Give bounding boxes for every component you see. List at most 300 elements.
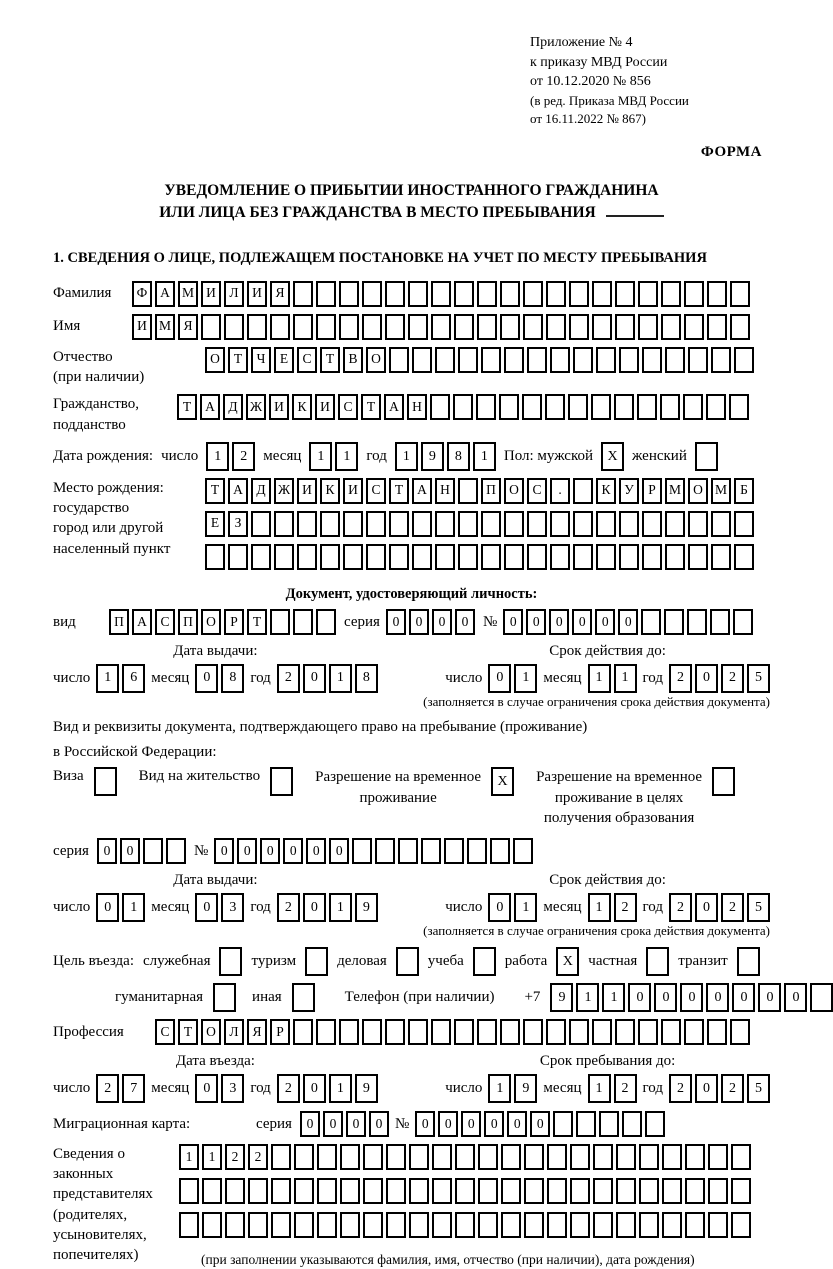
cell[interactable]: 0 <box>455 609 475 635</box>
cell[interactable]: 2 <box>277 664 300 693</box>
cell[interactable] <box>730 281 750 307</box>
cell[interactable] <box>523 314 543 340</box>
cell[interactable] <box>576 1111 596 1137</box>
cell[interactable] <box>730 1019 750 1045</box>
cell[interactable]: П <box>481 478 501 504</box>
cell[interactable]: 0 <box>784 983 807 1012</box>
cell[interactable] <box>478 1144 498 1170</box>
cell[interactable]: 2 <box>277 893 300 922</box>
cell[interactable]: П <box>178 609 198 635</box>
cell[interactable]: 2 <box>721 664 744 693</box>
cell[interactable] <box>316 281 336 307</box>
cell[interactable]: 0 <box>680 983 703 1012</box>
cell[interactable]: С <box>527 478 547 504</box>
cell[interactable]: О <box>366 347 386 373</box>
cell[interactable]: М <box>155 314 175 340</box>
cell[interactable]: 0 <box>732 983 755 1012</box>
cell[interactable] <box>591 394 611 420</box>
cell[interactable]: 1 <box>588 1074 611 1103</box>
cell[interactable]: 1 <box>473 442 496 471</box>
cell[interactable]: Ф <box>132 281 152 307</box>
cell[interactable] <box>710 609 730 635</box>
cell[interactable] <box>569 314 589 340</box>
cell[interactable] <box>477 1019 497 1045</box>
cell[interactable]: И <box>269 394 289 420</box>
cell[interactable]: 2 <box>669 664 692 693</box>
cell[interactable]: 0 <box>628 983 651 1012</box>
cell[interactable] <box>294 1212 314 1238</box>
cell[interactable]: 2 <box>277 1074 300 1103</box>
cell[interactable]: 2 <box>96 1074 119 1103</box>
cell[interactable]: А <box>155 281 175 307</box>
cell[interactable]: Ч <box>251 347 271 373</box>
cell[interactable]: 0 <box>415 1111 435 1137</box>
cell[interactable] <box>389 544 409 570</box>
cell[interactable]: И <box>201 281 221 307</box>
cell[interactable] <box>317 1144 337 1170</box>
cell[interactable] <box>547 1212 567 1238</box>
cell[interactable] <box>430 394 450 420</box>
cell[interactable] <box>639 1178 659 1204</box>
cell[interactable] <box>271 1178 291 1204</box>
cell[interactable] <box>545 394 565 420</box>
cell[interactable] <box>684 314 704 340</box>
cell[interactable]: 2 <box>248 1144 268 1170</box>
cell[interactable] <box>599 1111 619 1137</box>
cell[interactable] <box>685 1212 705 1238</box>
cell[interactable] <box>396 947 419 976</box>
cell[interactable] <box>444 838 464 864</box>
cell[interactable] <box>340 1212 360 1238</box>
title-blank-underline[interactable] <box>606 203 664 217</box>
cell[interactable]: 8 <box>447 442 470 471</box>
cell[interactable]: А <box>132 609 152 635</box>
cell[interactable]: 1 <box>614 664 637 693</box>
cell[interactable] <box>481 511 501 537</box>
cell[interactable]: 0 <box>214 838 234 864</box>
cell[interactable] <box>639 1212 659 1238</box>
cell[interactable] <box>297 511 317 537</box>
cell[interactable] <box>596 511 616 537</box>
cell[interactable] <box>320 544 340 570</box>
cell[interactable] <box>665 544 685 570</box>
cell[interactable] <box>477 281 497 307</box>
cell[interactable] <box>523 1019 543 1045</box>
cell[interactable] <box>435 544 455 570</box>
cell[interactable] <box>615 314 635 340</box>
cell[interactable] <box>202 1212 222 1238</box>
cell[interactable] <box>614 394 634 420</box>
cell[interactable] <box>662 1178 682 1204</box>
cell[interactable] <box>619 347 639 373</box>
cell[interactable] <box>317 1212 337 1238</box>
cell[interactable] <box>616 1178 636 1204</box>
cell[interactable] <box>664 609 684 635</box>
cell[interactable]: Ж <box>246 394 266 420</box>
cell[interactable] <box>478 1178 498 1204</box>
cell[interactable] <box>504 347 524 373</box>
cell[interactable]: 0 <box>503 609 523 635</box>
cell[interactable]: А <box>412 478 432 504</box>
cell[interactable]: 1 <box>602 983 625 1012</box>
cell[interactable] <box>573 511 593 537</box>
cell[interactable] <box>340 1144 360 1170</box>
cell[interactable] <box>386 1178 406 1204</box>
cell[interactable]: 0 <box>706 983 729 1012</box>
cell[interactable] <box>294 1144 314 1170</box>
cell[interactable] <box>454 281 474 307</box>
cell[interactable]: 1 <box>395 442 418 471</box>
cell[interactable]: 2 <box>721 1074 744 1103</box>
cell[interactable]: 0 <box>654 983 677 1012</box>
cell[interactable] <box>573 544 593 570</box>
cell[interactable]: Р <box>642 478 662 504</box>
cell[interactable] <box>201 314 221 340</box>
cell[interactable] <box>615 281 635 307</box>
cell[interactable] <box>661 314 681 340</box>
cell[interactable] <box>523 281 543 307</box>
cell[interactable] <box>316 1019 336 1045</box>
cell[interactable] <box>734 544 754 570</box>
cell[interactable] <box>573 478 593 504</box>
cell[interactable] <box>294 1178 314 1204</box>
cell[interactable] <box>490 838 510 864</box>
cell[interactable]: 0 <box>438 1111 458 1137</box>
cell[interactable] <box>707 281 727 307</box>
cell[interactable] <box>166 838 186 864</box>
cell[interactable]: М <box>665 478 685 504</box>
cell[interactable] <box>363 1212 383 1238</box>
cell[interactable]: 0 <box>530 1111 550 1137</box>
cell[interactable] <box>455 1144 475 1170</box>
cell[interactable] <box>501 1144 521 1170</box>
cell[interactable] <box>568 394 588 420</box>
cell[interactable]: 1 <box>514 664 537 693</box>
cell[interactable]: И <box>132 314 152 340</box>
cell[interactable]: В <box>343 347 363 373</box>
cell[interactable] <box>432 1212 452 1238</box>
cell[interactable] <box>642 347 662 373</box>
cell[interactable] <box>642 511 662 537</box>
cell[interactable]: 1 <box>329 893 352 922</box>
cell[interactable]: 5 <box>747 664 770 693</box>
cell[interactable]: 1 <box>488 1074 511 1103</box>
cell[interactable] <box>219 947 242 976</box>
cell[interactable] <box>478 1212 498 1238</box>
cell[interactable] <box>639 1144 659 1170</box>
cell[interactable] <box>213 983 236 1012</box>
cell[interactable] <box>569 1019 589 1045</box>
cell[interactable] <box>501 1178 521 1204</box>
cell[interactable] <box>458 347 478 373</box>
cell[interactable]: 3 <box>221 1074 244 1103</box>
cell[interactable]: К <box>292 394 312 420</box>
cell[interactable]: 0 <box>303 664 326 693</box>
cell[interactable]: 1 <box>514 893 537 922</box>
cell[interactable]: 1 <box>202 1144 222 1170</box>
cell[interactable] <box>665 347 685 373</box>
cell[interactable] <box>432 1178 452 1204</box>
cell[interactable]: Т <box>361 394 381 420</box>
cell[interactable] <box>271 1212 291 1238</box>
cell[interactable] <box>362 314 382 340</box>
cell[interactable]: Т <box>247 609 267 635</box>
cell[interactable] <box>362 1019 382 1045</box>
cell[interactable] <box>339 281 359 307</box>
cell[interactable] <box>616 1212 636 1238</box>
cell[interactable] <box>293 314 313 340</box>
cell[interactable]: Т <box>177 394 197 420</box>
cell[interactable] <box>316 609 336 635</box>
cell[interactable] <box>179 1178 199 1204</box>
cell[interactable]: 1 <box>588 893 611 922</box>
cell[interactable] <box>596 544 616 570</box>
cell[interactable] <box>662 1144 682 1170</box>
cell[interactable]: 0 <box>237 838 257 864</box>
cell[interactable]: 0 <box>329 838 349 864</box>
cell[interactable]: 0 <box>618 609 638 635</box>
cell[interactable]: 0 <box>595 609 615 635</box>
cell[interactable] <box>317 1178 337 1204</box>
cell[interactable] <box>661 1019 681 1045</box>
cell[interactable]: 8 <box>355 664 378 693</box>
cell[interactable]: . <box>550 478 570 504</box>
cell[interactable] <box>412 544 432 570</box>
cell[interactable] <box>366 511 386 537</box>
cell[interactable] <box>570 1212 590 1238</box>
cell[interactable] <box>455 1178 475 1204</box>
cell[interactable] <box>481 544 501 570</box>
cell[interactable] <box>685 1144 705 1170</box>
cell[interactable]: Р <box>270 1019 290 1045</box>
cell[interactable]: Н <box>407 394 427 420</box>
cell[interactable] <box>569 281 589 307</box>
cell[interactable] <box>501 1212 521 1238</box>
cell[interactable] <box>454 314 474 340</box>
cell[interactable] <box>593 1178 613 1204</box>
cell[interactable] <box>527 544 547 570</box>
cell[interactable] <box>362 281 382 307</box>
cell[interactable] <box>409 1144 429 1170</box>
cell[interactable] <box>685 1178 705 1204</box>
cell[interactable] <box>408 281 428 307</box>
cell[interactable]: 0 <box>526 609 546 635</box>
cell[interactable] <box>458 478 478 504</box>
cell[interactable] <box>547 1178 567 1204</box>
cell[interactable] <box>731 1178 751 1204</box>
cell[interactable]: 0 <box>572 609 592 635</box>
cell[interactable]: 0 <box>386 609 406 635</box>
cell[interactable] <box>205 544 225 570</box>
cell[interactable] <box>408 314 428 340</box>
cell[interactable]: А <box>200 394 220 420</box>
cell[interactable] <box>662 1212 682 1238</box>
cell[interactable] <box>409 1212 429 1238</box>
cell[interactable]: О <box>504 478 524 504</box>
cell[interactable] <box>619 544 639 570</box>
cell[interactable]: 0 <box>260 838 280 864</box>
cell[interactable] <box>339 314 359 340</box>
cell[interactable]: Т <box>389 478 409 504</box>
cell[interactable]: 0 <box>303 1074 326 1103</box>
cell[interactable] <box>473 947 496 976</box>
cell[interactable] <box>477 314 497 340</box>
cell[interactable] <box>500 281 520 307</box>
cell[interactable]: 0 <box>695 1074 718 1103</box>
cell[interactable] <box>660 394 680 420</box>
cell[interactable]: Д <box>251 478 271 504</box>
cell[interactable]: Т <box>205 478 225 504</box>
cell[interactable] <box>225 1178 245 1204</box>
cell[interactable] <box>616 1144 636 1170</box>
cell[interactable]: А <box>228 478 248 504</box>
cell[interactable] <box>143 838 163 864</box>
cell[interactable] <box>641 609 661 635</box>
cell[interactable]: 0 <box>120 838 140 864</box>
cell[interactable]: 0 <box>346 1111 366 1137</box>
cell[interactable]: Е <box>205 511 225 537</box>
cell[interactable] <box>642 544 662 570</box>
cell[interactable]: 0 <box>323 1111 343 1137</box>
cell[interactable] <box>270 609 290 635</box>
cell[interactable]: Ж <box>274 478 294 504</box>
cell[interactable] <box>431 1019 451 1045</box>
cell[interactable] <box>810 983 833 1012</box>
cell[interactable]: И <box>315 394 335 420</box>
cell[interactable] <box>432 1144 452 1170</box>
cell[interactable] <box>248 1178 268 1204</box>
cell[interactable]: С <box>338 394 358 420</box>
cell[interactable] <box>409 1178 429 1204</box>
cell[interactable] <box>251 544 271 570</box>
cell[interactable]: X <box>556 947 579 976</box>
cell[interactable]: 9 <box>355 1074 378 1103</box>
cell[interactable] <box>363 1178 383 1204</box>
cell[interactable]: А <box>384 394 404 420</box>
cell[interactable] <box>316 314 336 340</box>
cell[interactable] <box>476 394 496 420</box>
cell[interactable]: И <box>247 281 267 307</box>
cell[interactable] <box>340 1178 360 1204</box>
cell[interactable] <box>467 838 487 864</box>
cell[interactable] <box>708 1178 728 1204</box>
cell[interactable] <box>731 1212 751 1238</box>
cell[interactable]: 3 <box>221 893 244 922</box>
cell[interactable]: 9 <box>355 893 378 922</box>
cell[interactable] <box>711 544 731 570</box>
cell[interactable] <box>339 1019 359 1045</box>
cell[interactable] <box>707 314 727 340</box>
cell[interactable] <box>546 314 566 340</box>
cell[interactable] <box>363 1144 383 1170</box>
cell[interactable]: 1 <box>179 1144 199 1170</box>
cell[interactable] <box>366 544 386 570</box>
cell[interactable] <box>547 1144 567 1170</box>
cell[interactable] <box>593 1144 613 1170</box>
cell[interactable]: X <box>601 442 624 471</box>
cell[interactable]: 0 <box>303 893 326 922</box>
cell[interactable]: М <box>178 281 198 307</box>
cell[interactable] <box>524 1178 544 1204</box>
cell[interactable] <box>297 544 317 570</box>
cell[interactable] <box>455 1212 475 1238</box>
cell[interactable] <box>293 1019 313 1045</box>
cell[interactable] <box>707 1019 727 1045</box>
cell[interactable]: Т <box>178 1019 198 1045</box>
cell[interactable] <box>553 1111 573 1137</box>
cell[interactable] <box>179 1212 199 1238</box>
cell[interactable]: 9 <box>514 1074 537 1103</box>
cell[interactable] <box>386 1144 406 1170</box>
cell[interactable]: К <box>320 478 340 504</box>
cell[interactable] <box>615 1019 635 1045</box>
cell[interactable]: 2 <box>225 1144 245 1170</box>
cell[interactable] <box>688 544 708 570</box>
cell[interactable]: О <box>688 478 708 504</box>
cell[interactable]: 1 <box>588 664 611 693</box>
cell[interactable]: С <box>155 609 175 635</box>
cell[interactable] <box>270 767 293 796</box>
cell[interactable] <box>292 983 315 1012</box>
cell[interactable]: 1 <box>96 664 119 693</box>
cell[interactable]: 0 <box>409 609 429 635</box>
cell[interactable]: И <box>343 478 363 504</box>
cell[interactable] <box>458 544 478 570</box>
cell[interactable] <box>638 281 658 307</box>
cell[interactable] <box>431 281 451 307</box>
cell[interactable]: 9 <box>421 442 444 471</box>
cell[interactable]: 0 <box>300 1111 320 1137</box>
cell[interactable] <box>622 1111 642 1137</box>
cell[interactable]: 0 <box>369 1111 389 1137</box>
cell[interactable] <box>251 511 271 537</box>
cell[interactable] <box>570 1144 590 1170</box>
cell[interactable]: 1 <box>206 442 229 471</box>
cell[interactable] <box>637 394 657 420</box>
cell[interactable] <box>688 511 708 537</box>
cell[interactable] <box>499 394 519 420</box>
cell[interactable]: Я <box>247 1019 267 1045</box>
cell[interactable] <box>270 314 290 340</box>
cell[interactable] <box>550 511 570 537</box>
cell[interactable] <box>708 1144 728 1170</box>
cell[interactable] <box>343 511 363 537</box>
cell[interactable]: 2 <box>669 893 692 922</box>
cell[interactable] <box>734 347 754 373</box>
cell[interactable]: 0 <box>461 1111 481 1137</box>
cell[interactable] <box>524 1212 544 1238</box>
cell[interactable] <box>619 511 639 537</box>
cell[interactable]: С <box>366 478 386 504</box>
cell[interactable]: У <box>619 478 639 504</box>
cell[interactable]: 0 <box>195 893 218 922</box>
cell[interactable]: 5 <box>747 1074 770 1103</box>
cell[interactable] <box>708 1212 728 1238</box>
cell[interactable]: 0 <box>432 609 452 635</box>
cell[interactable]: О <box>205 347 225 373</box>
cell[interactable]: 9 <box>550 983 573 1012</box>
cell[interactable] <box>274 544 294 570</box>
cell[interactable] <box>224 314 244 340</box>
cell[interactable] <box>550 347 570 373</box>
cell[interactable]: 0 <box>96 893 119 922</box>
cell[interactable] <box>94 767 117 796</box>
cell[interactable]: Л <box>224 281 244 307</box>
cell[interactable] <box>645 1111 665 1137</box>
cell[interactable]: 0 <box>549 609 569 635</box>
cell[interactable]: 0 <box>97 838 117 864</box>
cell[interactable]: Т <box>228 347 248 373</box>
